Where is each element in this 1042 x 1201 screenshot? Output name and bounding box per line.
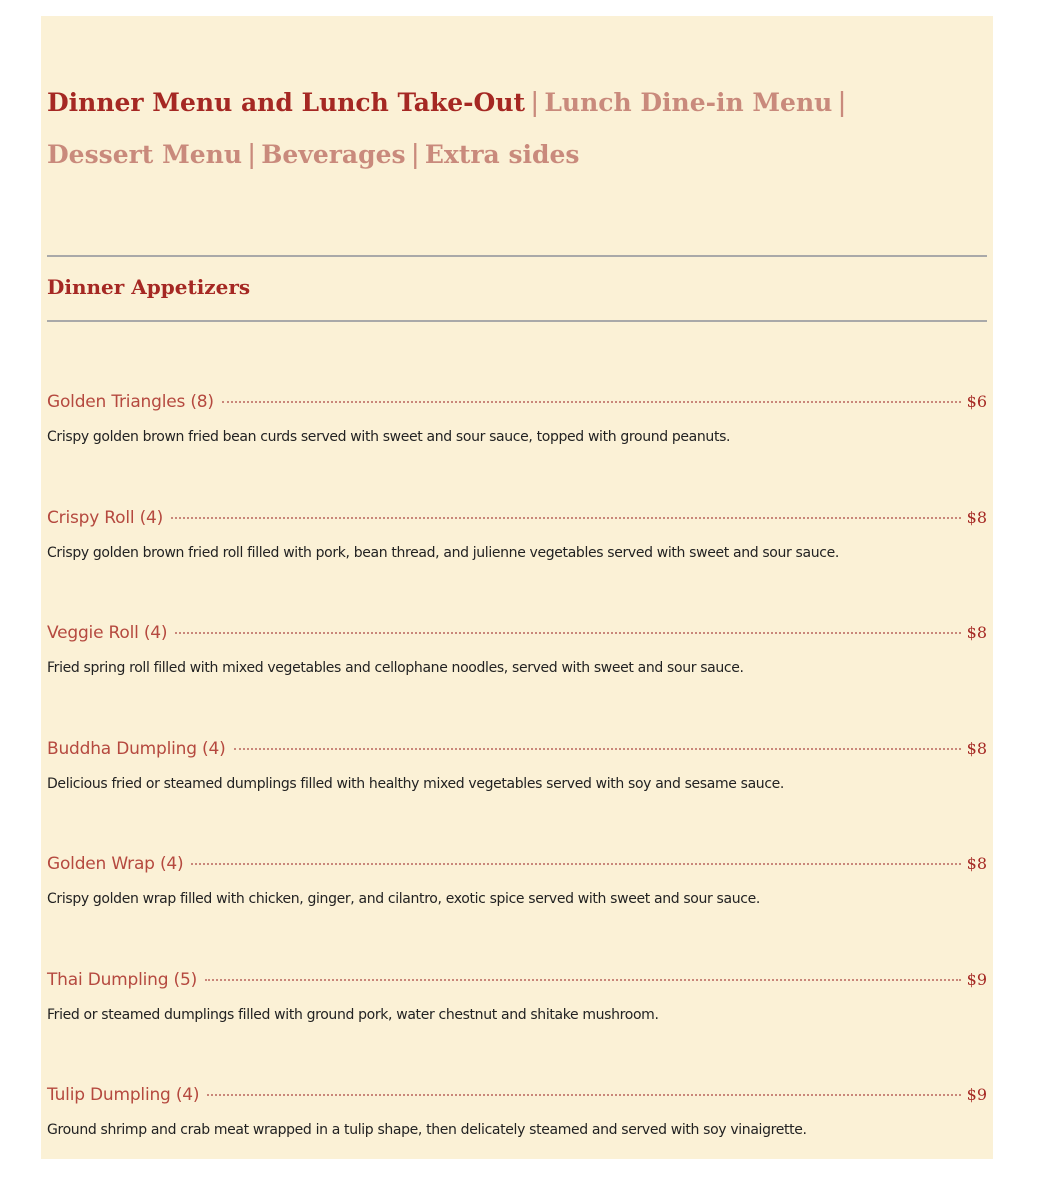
- nav-dinner-menu-link[interactable]: Dinner Menu and Lunch Take-Out: [47, 88, 526, 117]
- menu-item-description: Fried spring roll filled with mixed vegetables and cellophane noodles, served with sweet and sour sauce.: [47, 660, 744, 676]
- menu-item-price: $8: [966, 854, 987, 873]
- menu-item-description: Fried or steamed dumplings filled with ground pork, water chestnut and shitake mushroom.: [47, 1006, 659, 1023]
- menu-item-price: $9: [966, 1085, 987, 1104]
- menu-item-name: Veggie Roll (4): [47, 623, 168, 643]
- menu-item-price: $8: [966, 738, 987, 758]
- menu-item-price: $9: [966, 969, 987, 989]
- section-divider-bottom: [47, 320, 987, 322]
- dot-leader: [234, 748, 961, 750]
- nav-lunch-dine-in-link[interactable]: Lunch Dine-in Menu: [544, 88, 833, 117]
- menu-item: [47, 854, 987, 970]
- menu-item: [47, 1085, 987, 1201]
- menu-item-name: Thai Dumpling (5): [47, 969, 198, 990]
- menu-nav: [47, 76, 947, 180]
- menu-item: [47, 623, 987, 739]
- dot-leader: [191, 863, 960, 865]
- menu-item-description: Crispy golden wrap filled with chicken, ginger, and cilantro, exotic spice served with sweet and sour sauce.: [47, 891, 760, 907]
- menu-item-name: Golden Triangles (8): [47, 392, 214, 412]
- nav-separator: |: [411, 138, 419, 169]
- section-title: Dinner Appetizers: [47, 275, 251, 299]
- menu-item-description: Crispy golden brown fried bean curds served with sweet and sour sauce, topped with ground peanuts.: [47, 429, 731, 445]
- menu-item-price: $8: [966, 507, 987, 527]
- menu-item-name: Buddha Dumpling (4): [47, 738, 226, 759]
- menu-item-price: $6: [966, 392, 987, 411]
- menu-item: [47, 392, 987, 508]
- dot-leader: [175, 632, 960, 634]
- menu-item-price: $8: [966, 623, 987, 642]
- nav-separator: |: [531, 86, 539, 117]
- nav-dessert-menu-link[interactable]: Dessert Menu: [47, 140, 242, 169]
- menu-item-description: Delicious fried or steamed dumplings filled with healthy mixed vegetables served with soy and sesame sauce.: [47, 775, 785, 792]
- dot-leader: [207, 1094, 960, 1096]
- menu-item-name: Crispy Roll (4): [47, 507, 164, 528]
- nav-beverages-link[interactable]: Beverages: [261, 140, 406, 169]
- dot-leader: [222, 401, 961, 403]
- menu-item-description: Crispy golden brown fried roll filled with pork, bean thread, and julienne vegetables served with sweet and sour sauce.: [47, 544, 839, 561]
- dot-leader: [171, 517, 961, 519]
- menu-item: [47, 739, 987, 855]
- menu-item-name: Tulip Dumpling (4): [47, 1085, 200, 1105]
- section-divider-top: [47, 255, 987, 257]
- menu-item-name: Golden Wrap (4): [47, 854, 184, 874]
- dot-leader: [205, 979, 961, 981]
- nav-separator: |: [838, 86, 846, 117]
- nav-separator: |: [248, 138, 256, 169]
- menu-item: [47, 970, 987, 1086]
- nav-extra-sides-link[interactable]: Extra sides: [424, 140, 580, 169]
- menu-item-description: Ground shrimp and crab meat wrapped in a tulip shape, then delicately steamed and served with soy vinaigrette.: [47, 1122, 807, 1138]
- menu-item-list: [47, 392, 987, 1201]
- menu-item: [47, 508, 987, 624]
